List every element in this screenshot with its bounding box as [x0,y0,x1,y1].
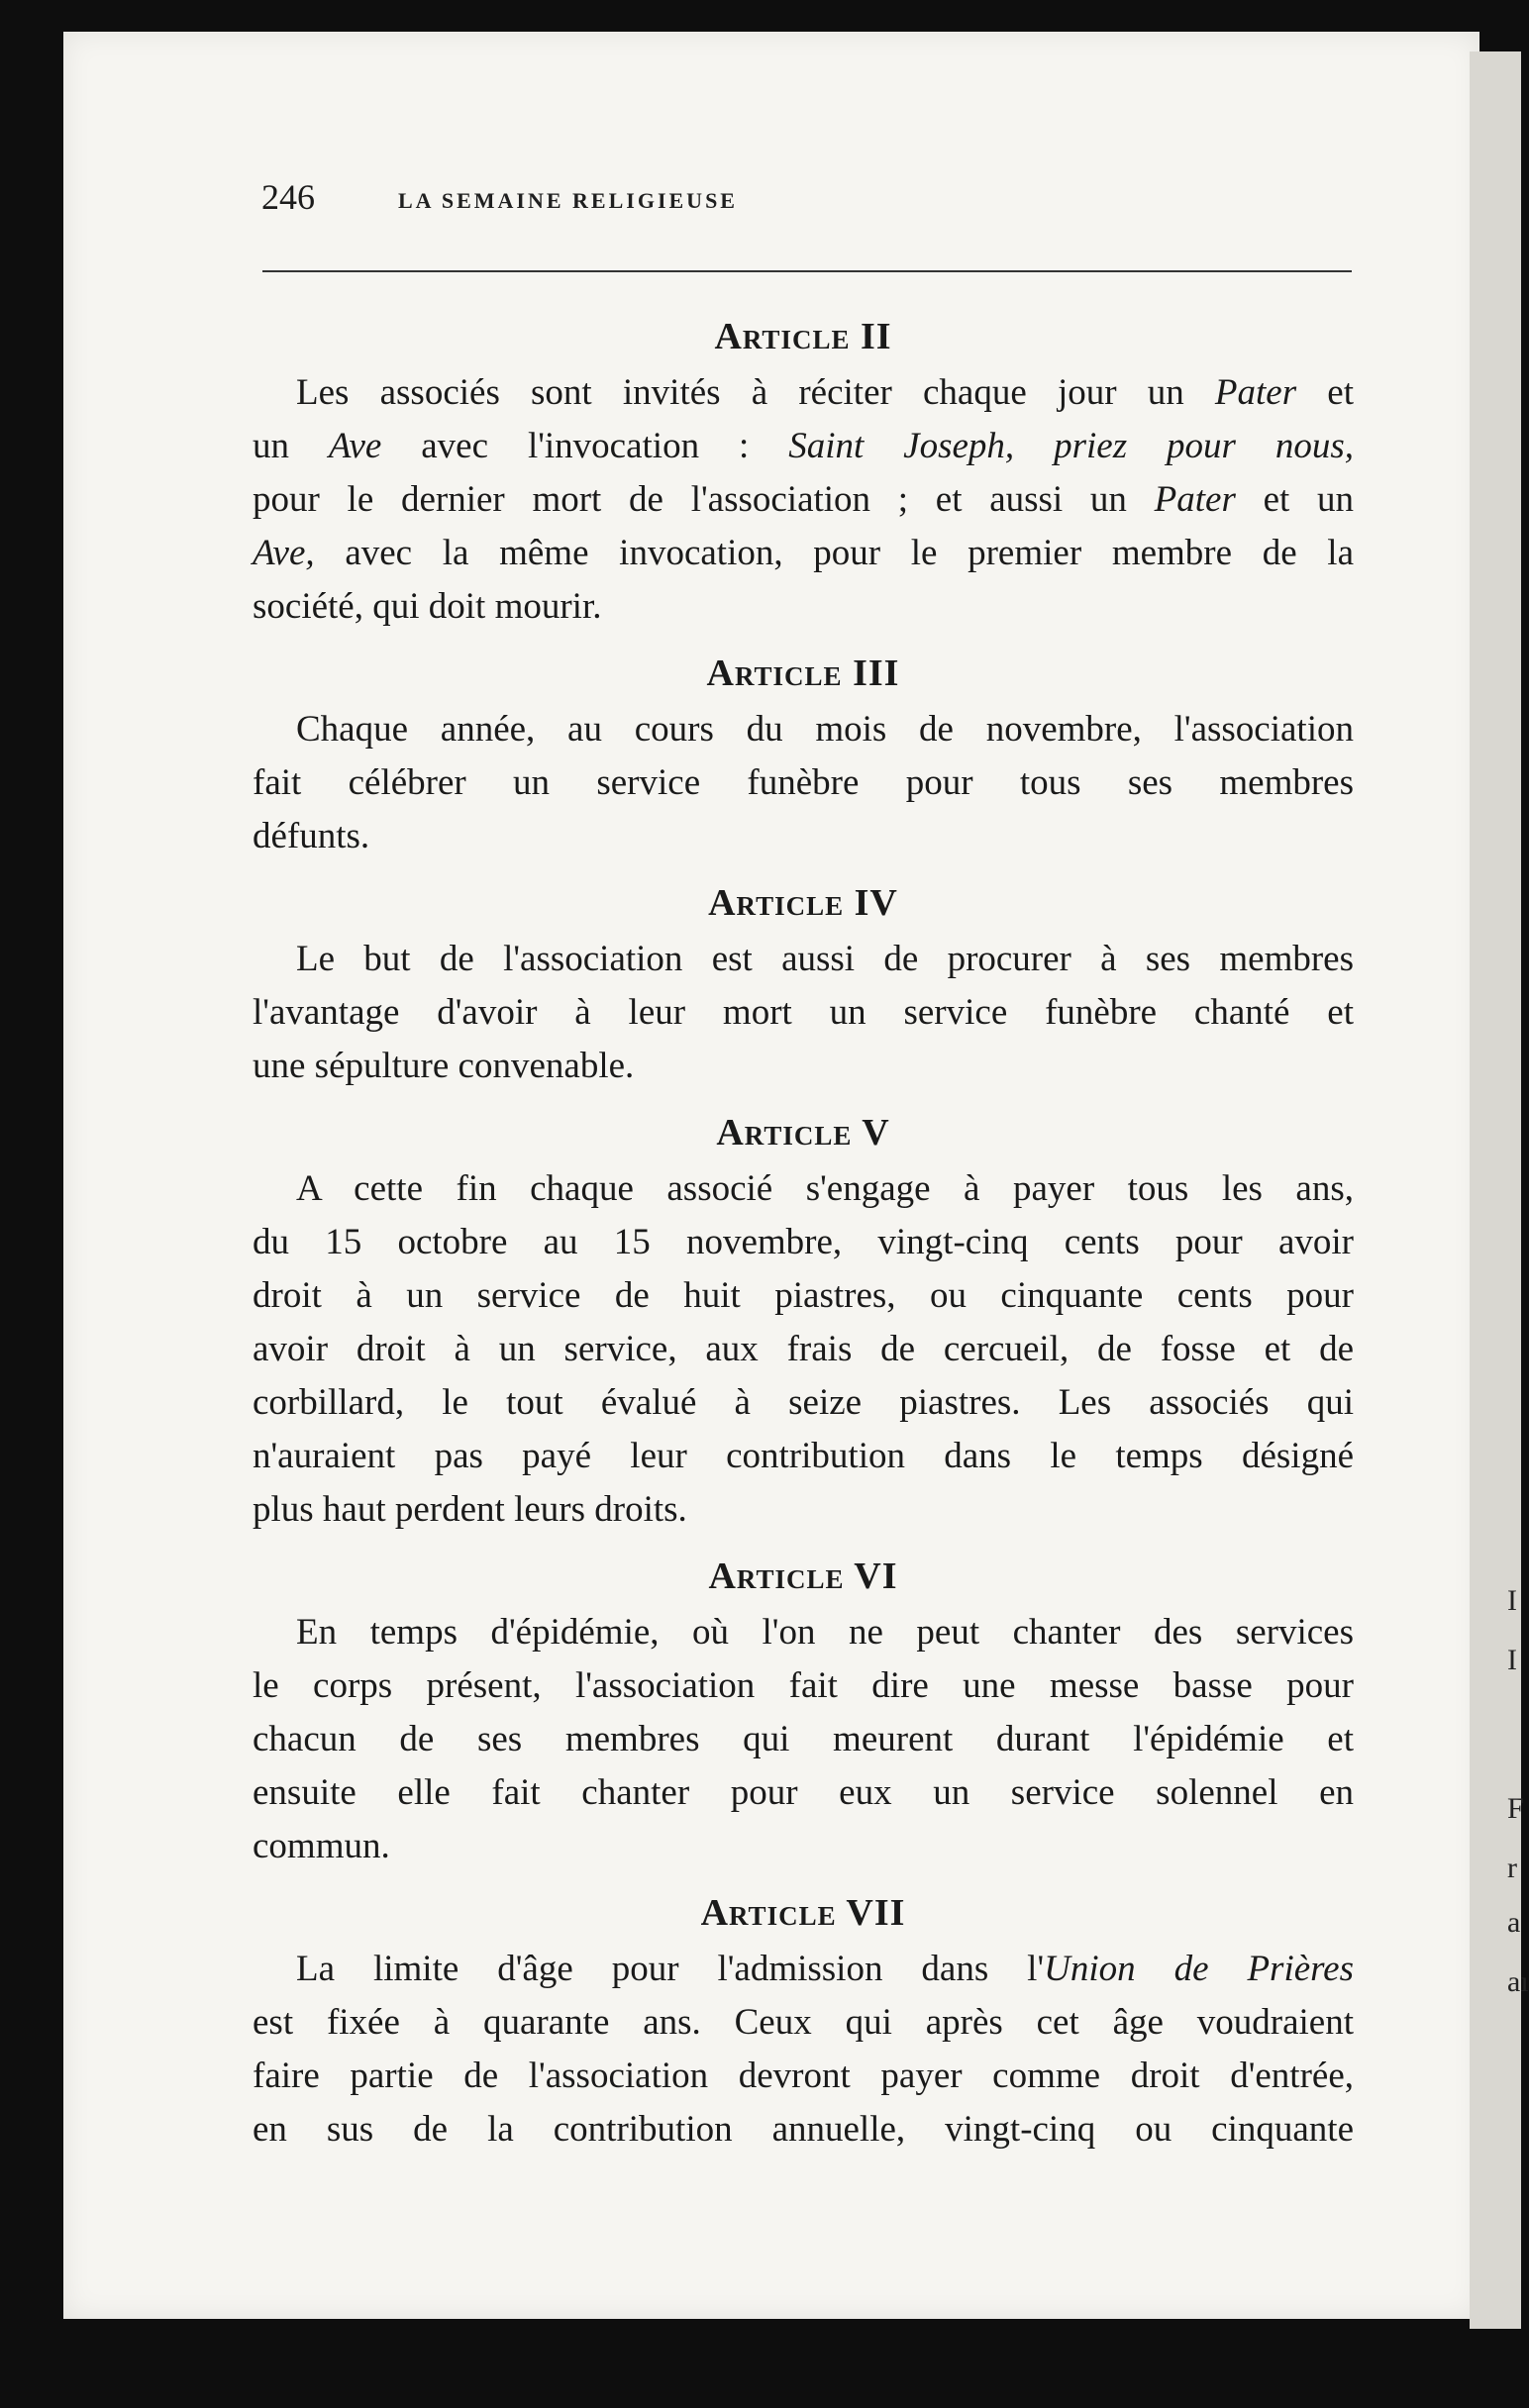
article-heading: Article VII [700,1892,906,1934]
text-line [253,1162,1354,1216]
edge-letter: F [1507,1792,1524,1825]
text-line [253,1943,1354,1996]
header-rule [262,270,1352,272]
article-heading: Article IV [708,882,898,924]
italic-text: Ave, [253,533,315,573]
edge-letter: aı [1507,1965,1529,1998]
text-run: du 15 octobre au 15 novembre, vingt-cinq cents pour avoir [253,1222,1354,1262]
text-line [253,420,1354,473]
article-body [253,366,1354,634]
text-line [253,1216,1354,1269]
article-heading: Article III [706,652,900,694]
text-run: Les associés sont invités à réciter chaque jour un [296,372,1215,413]
text-run: en sus de la contribution annuelle, vingt-cinq ou cinquante [253,2109,1354,2150]
text-run: En temps d'épidémie, où l'on ne peut chanter des services [296,1612,1354,1653]
text-run: pour le dernier mort de l'association ; et aussi un [253,479,1155,520]
text-line [253,1713,1354,1766]
edge-letter: I [1507,1644,1517,1676]
text-run: et [1296,372,1355,413]
text-line [253,1040,1354,1093]
text-run: faire partie de l'association devront payer comme droit d'entrée, [253,2056,1354,2096]
text-run: plus haut perdent leurs droits. [253,1489,687,1530]
edge-letter: I [1507,1584,1517,1617]
text-line [253,1766,1354,1820]
page-number: 246 [261,177,315,217]
text-line [253,1483,1354,1537]
article-block [253,873,1354,1093]
italic-text: Pater [1214,372,1297,413]
article-heading: Article VI [708,1555,898,1597]
article-block [253,1883,1354,2157]
text-run: avec la même invocation, pour le premier membre de la [314,533,1354,573]
text-run: La limite d'âge pour l'admission dans l' [296,1949,1045,1989]
page-header [200,176,1349,226]
text-run: chacun de ses membres qui meurent durant l'épidémie et [253,1719,1354,1759]
edge-letter: a [1507,1906,1521,1939]
text-run: A cette fin chaque associé s'engage à payer tous les ans, [296,1168,1354,1209]
text-run: et un [1235,479,1354,520]
text-run: commun. [253,1826,390,1866]
text-run: le corps présent, l'association fait dire une messe basse pour [253,1665,1354,1706]
text-line [253,810,1354,863]
article-block [253,1547,1354,1873]
text-run: est fixée à quarante ans. Ceux qui après cet âge voudraient [253,2002,1354,2043]
text-run: fait célébrer un service funèbre pour tous ses membres [253,762,1354,803]
text-line [253,1996,1354,2050]
text-run: l'avantage d'avoir à leur mort un service funèbre chanté et [253,992,1354,1033]
article-block [253,307,1354,634]
article-body [253,703,1354,863]
text-line [253,1376,1354,1430]
article-heading: Article V [716,1112,890,1154]
text-run: corbillard, le tout évalué à seize piastres. Les associés qui [253,1382,1354,1423]
text-line [253,703,1354,756]
text-run: Chaque année, au cours du mois de novembre, l'association [296,709,1354,750]
text-line [253,580,1354,634]
edge-letter: r [1507,1852,1517,1884]
text-run: une sépulture convenable. [253,1046,635,1086]
text-run: avec l'invocation : [381,426,789,466]
italic-text: Saint Joseph, priez pour nous, [788,426,1354,466]
text-run: un [253,426,329,466]
article-block [253,644,1354,863]
text-run: ensuite elle fait chanter pour eux un service solennel en [253,1772,1354,1813]
italic-text: Union de Prières [1044,1949,1354,1989]
text-run: n'auraient pas payé leur contribution dans le temps désigné [253,1436,1354,1476]
text-line [253,2050,1354,2103]
text-run: Le but de l'association est aussi de procurer à ses membres [296,939,1354,979]
article-body [253,1606,1354,1873]
text-run: droit à un service de huit piastres, ou cinquante cents pour [253,1275,1354,1316]
italic-text: Pater [1154,479,1236,520]
text-line [253,527,1354,580]
text-line [253,1606,1354,1659]
text-run: défunts. [253,816,370,856]
text-line [253,366,1354,420]
text-column [253,307,1354,2166]
article-body [253,933,1354,1093]
text-line [253,1820,1354,1873]
article-body [253,1943,1354,2157]
text-line [253,933,1354,986]
text-line [253,756,1354,810]
article-block [253,1103,1354,1537]
text-line [253,1323,1354,1376]
text-line [253,473,1354,527]
article-heading: Article II [714,316,892,357]
text-line [253,1269,1354,1323]
text-line [253,986,1354,1040]
article-body [253,1162,1354,1537]
running-title: LA SEMAINE RELIGIEUSE [398,188,738,213]
italic-text: Ave [328,426,382,466]
text-line [253,1659,1354,1713]
text-run: avoir droit à un service, aux frais de cercueil, de fosse et de [253,1329,1354,1369]
text-line [253,2103,1354,2157]
text-line [253,1430,1354,1483]
text-run: société, qui doit mourir. [253,586,602,627]
